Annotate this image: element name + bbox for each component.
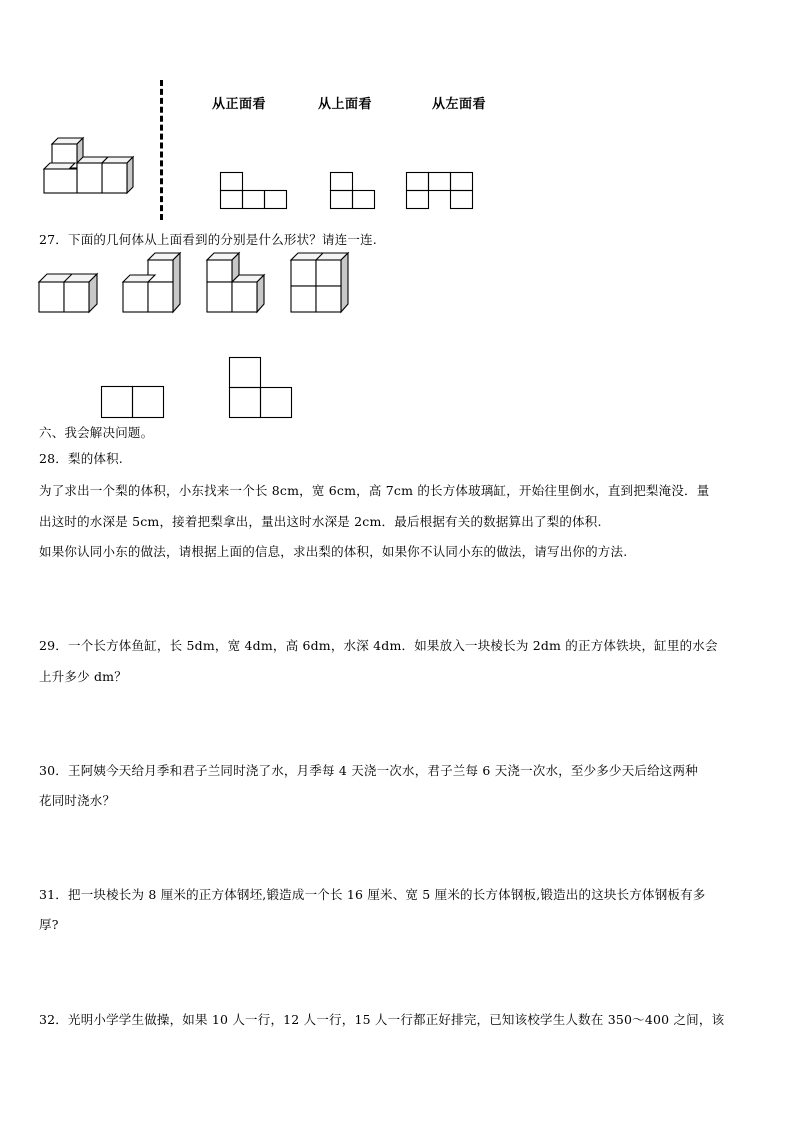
q29-line-1: 29．一个长方体鱼缸，长 5dm，宽 4dm，高 6dm，水深 4dm．如果放入一块棱长为 2dm 的正方体铁块，缸里的水会	[39, 638, 718, 653]
q31-line-2: 厚?	[39, 917, 59, 932]
q32-line-1: 32．光明小学学生做操，如果 10 人一行，12 人一行，15 人一行都正好排完，已知该校学生人数在 350～400 之间，该	[39, 1012, 725, 1027]
section-6-title: 六、我会解决问题。	[39, 425, 154, 440]
q30-line-1: 30．王阿姨今天给月季和君子兰同时浇了水，月季每 4 天浇一次水，君子兰每 6 天浇一次水，至少多少天后给这两种	[39, 763, 698, 778]
view-grid-front	[220, 172, 290, 212]
q26-solid-figure	[40, 128, 145, 198]
q28-title: 28．梨的体积.	[39, 451, 123, 466]
view-label-top: 从上面看	[318, 97, 373, 112]
q28-line-2: 出这时的水深是 5cm，接着把梨拿出，量出这时水深是 2cm．最后根据有关的数据算出了梨的体积.	[39, 514, 602, 529]
q27-shape-b	[229, 357, 295, 421]
q31-line-1: 31．把一块棱长为 8 厘米的正方体钢坯,锻造成一个长 16 厘米、宽 5 厘米的长方体钢板,锻造出的这块长方体钢板有多	[39, 887, 706, 902]
q27-solid-3	[206, 252, 271, 316]
q28-line-3: 如果你认同小东的做法，请根据上面的信息，求出梨的体积，如果你不认同小东的做法，请写出你的方法.	[39, 544, 628, 559]
q29-line-2: 上升多少 dm？	[39, 669, 127, 684]
view-label-front: 从正面看	[212, 97, 267, 112]
dashed-divider	[160, 80, 163, 220]
view-grid-left	[406, 172, 476, 212]
q27-shape-a	[101, 386, 167, 420]
q27-solid-2	[122, 252, 187, 316]
q28-line-1: 为了求出一个梨的体积，小东找来一个长 8cm，宽 6cm，高 7cm 的长方体玻璃缸，开始往里倒水，直到把梨淹没．量	[39, 483, 710, 498]
q27-solid-4	[290, 252, 355, 316]
q27-prompt: 27．下面的几何体从上面看到的分别是什么形状？请连一连.	[39, 232, 377, 247]
q30-line-2: 花同时浇水？	[39, 793, 116, 808]
view-label-left: 从左面看	[432, 97, 487, 112]
view-grid-top	[330, 172, 380, 212]
q27-solid-1	[38, 268, 103, 316]
